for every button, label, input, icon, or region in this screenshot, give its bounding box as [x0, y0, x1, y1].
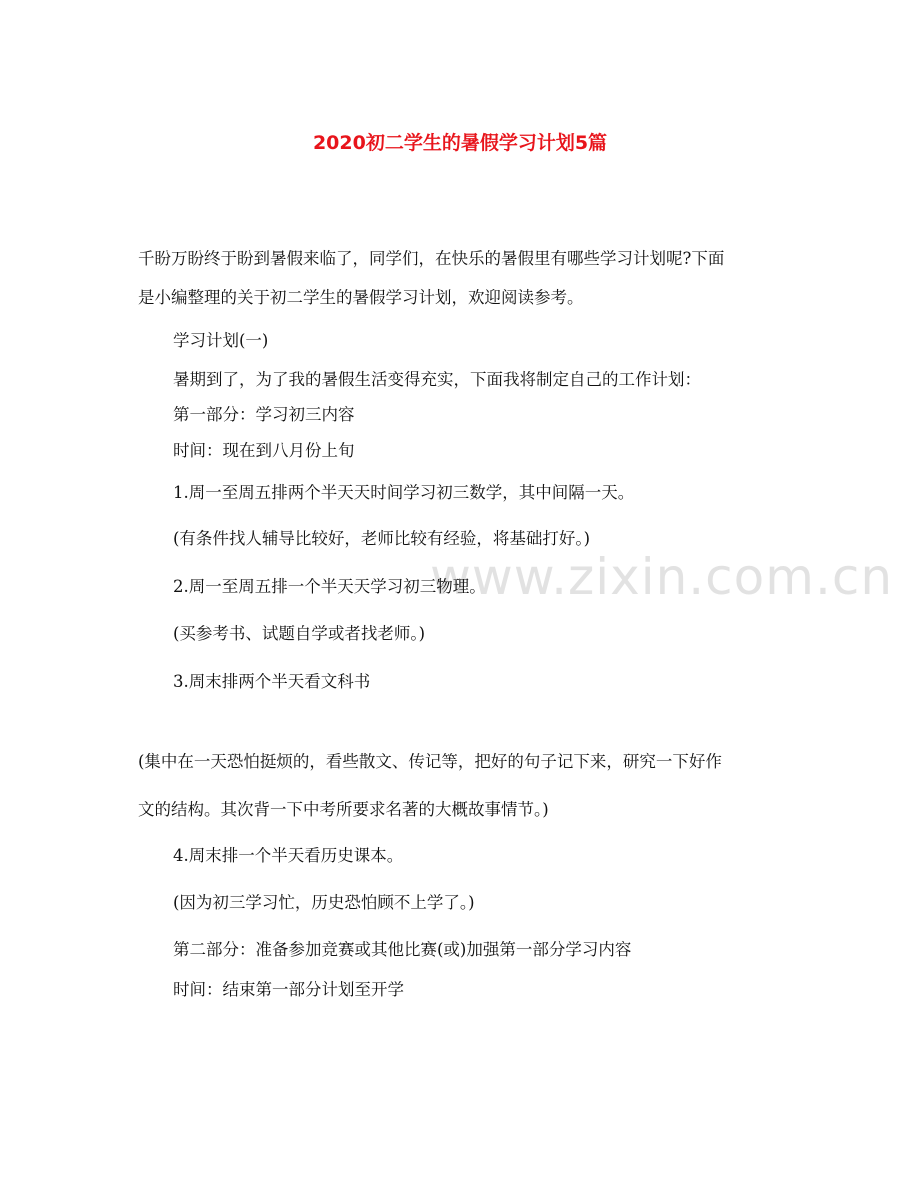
list-item-1: 1.周一至周五排两个半天天时间学习初三数学，其中间隔一天。	[173, 483, 635, 502]
list-item-2-note: (买参考书、试题自学或者找老师。)	[173, 624, 426, 643]
list-item-4-note: (因为初三学习忙，历史恐怕顾不上学了。)	[173, 893, 475, 912]
watermark: www.zixin.com.cn	[430, 548, 894, 606]
intro-line-2: 是小编整理的关于初二学生的暑假学习计划，欢迎阅读参考。	[138, 288, 584, 307]
part-1-heading: 第一部分：学习初三内容	[173, 405, 355, 424]
paragraph-1: 暑期到了，为了我的暑假生活变得充实，下面我将制定自己的工作计划：	[173, 370, 701, 389]
list-item-3-note-line-1: (集中在一天恐怕挺烦的，看些散文、传记等，把好的句子记下来，研究一下好作	[138, 752, 722, 771]
part-2-heading: 第二部分：准备参加竞赛或其他比赛(或)加强第一部分学习内容	[173, 940, 632, 959]
intro-line-1: 千盼万盼终于盼到暑假来临了，同学们，在快乐的暑假里有哪些学习计划呢?下面	[138, 249, 725, 268]
time-1: 时间：现在到八月份上旬	[173, 441, 355, 460]
document-title: 2020初二学生的暑假学习计划5篇	[312, 132, 608, 154]
time-2: 时间：结束第一部分计划至开学	[173, 980, 404, 999]
list-item-2: 2.周一至周五排一个半天天学习初三物理。	[173, 577, 486, 596]
plan-heading: 学习计划(一)	[173, 331, 269, 350]
list-item-1-note: (有条件找人辅导比较好，老师比较有经验，将基础打好。)	[173, 529, 591, 548]
list-item-3: 3.周末排两个半天看文科书	[173, 672, 371, 691]
list-item-3-note-line-2: 文的结构。其次背一下中考所要求名著的大概故事情节。)	[138, 800, 549, 819]
list-item-4: 4.周末排一个半天看历史课本。	[173, 846, 404, 865]
